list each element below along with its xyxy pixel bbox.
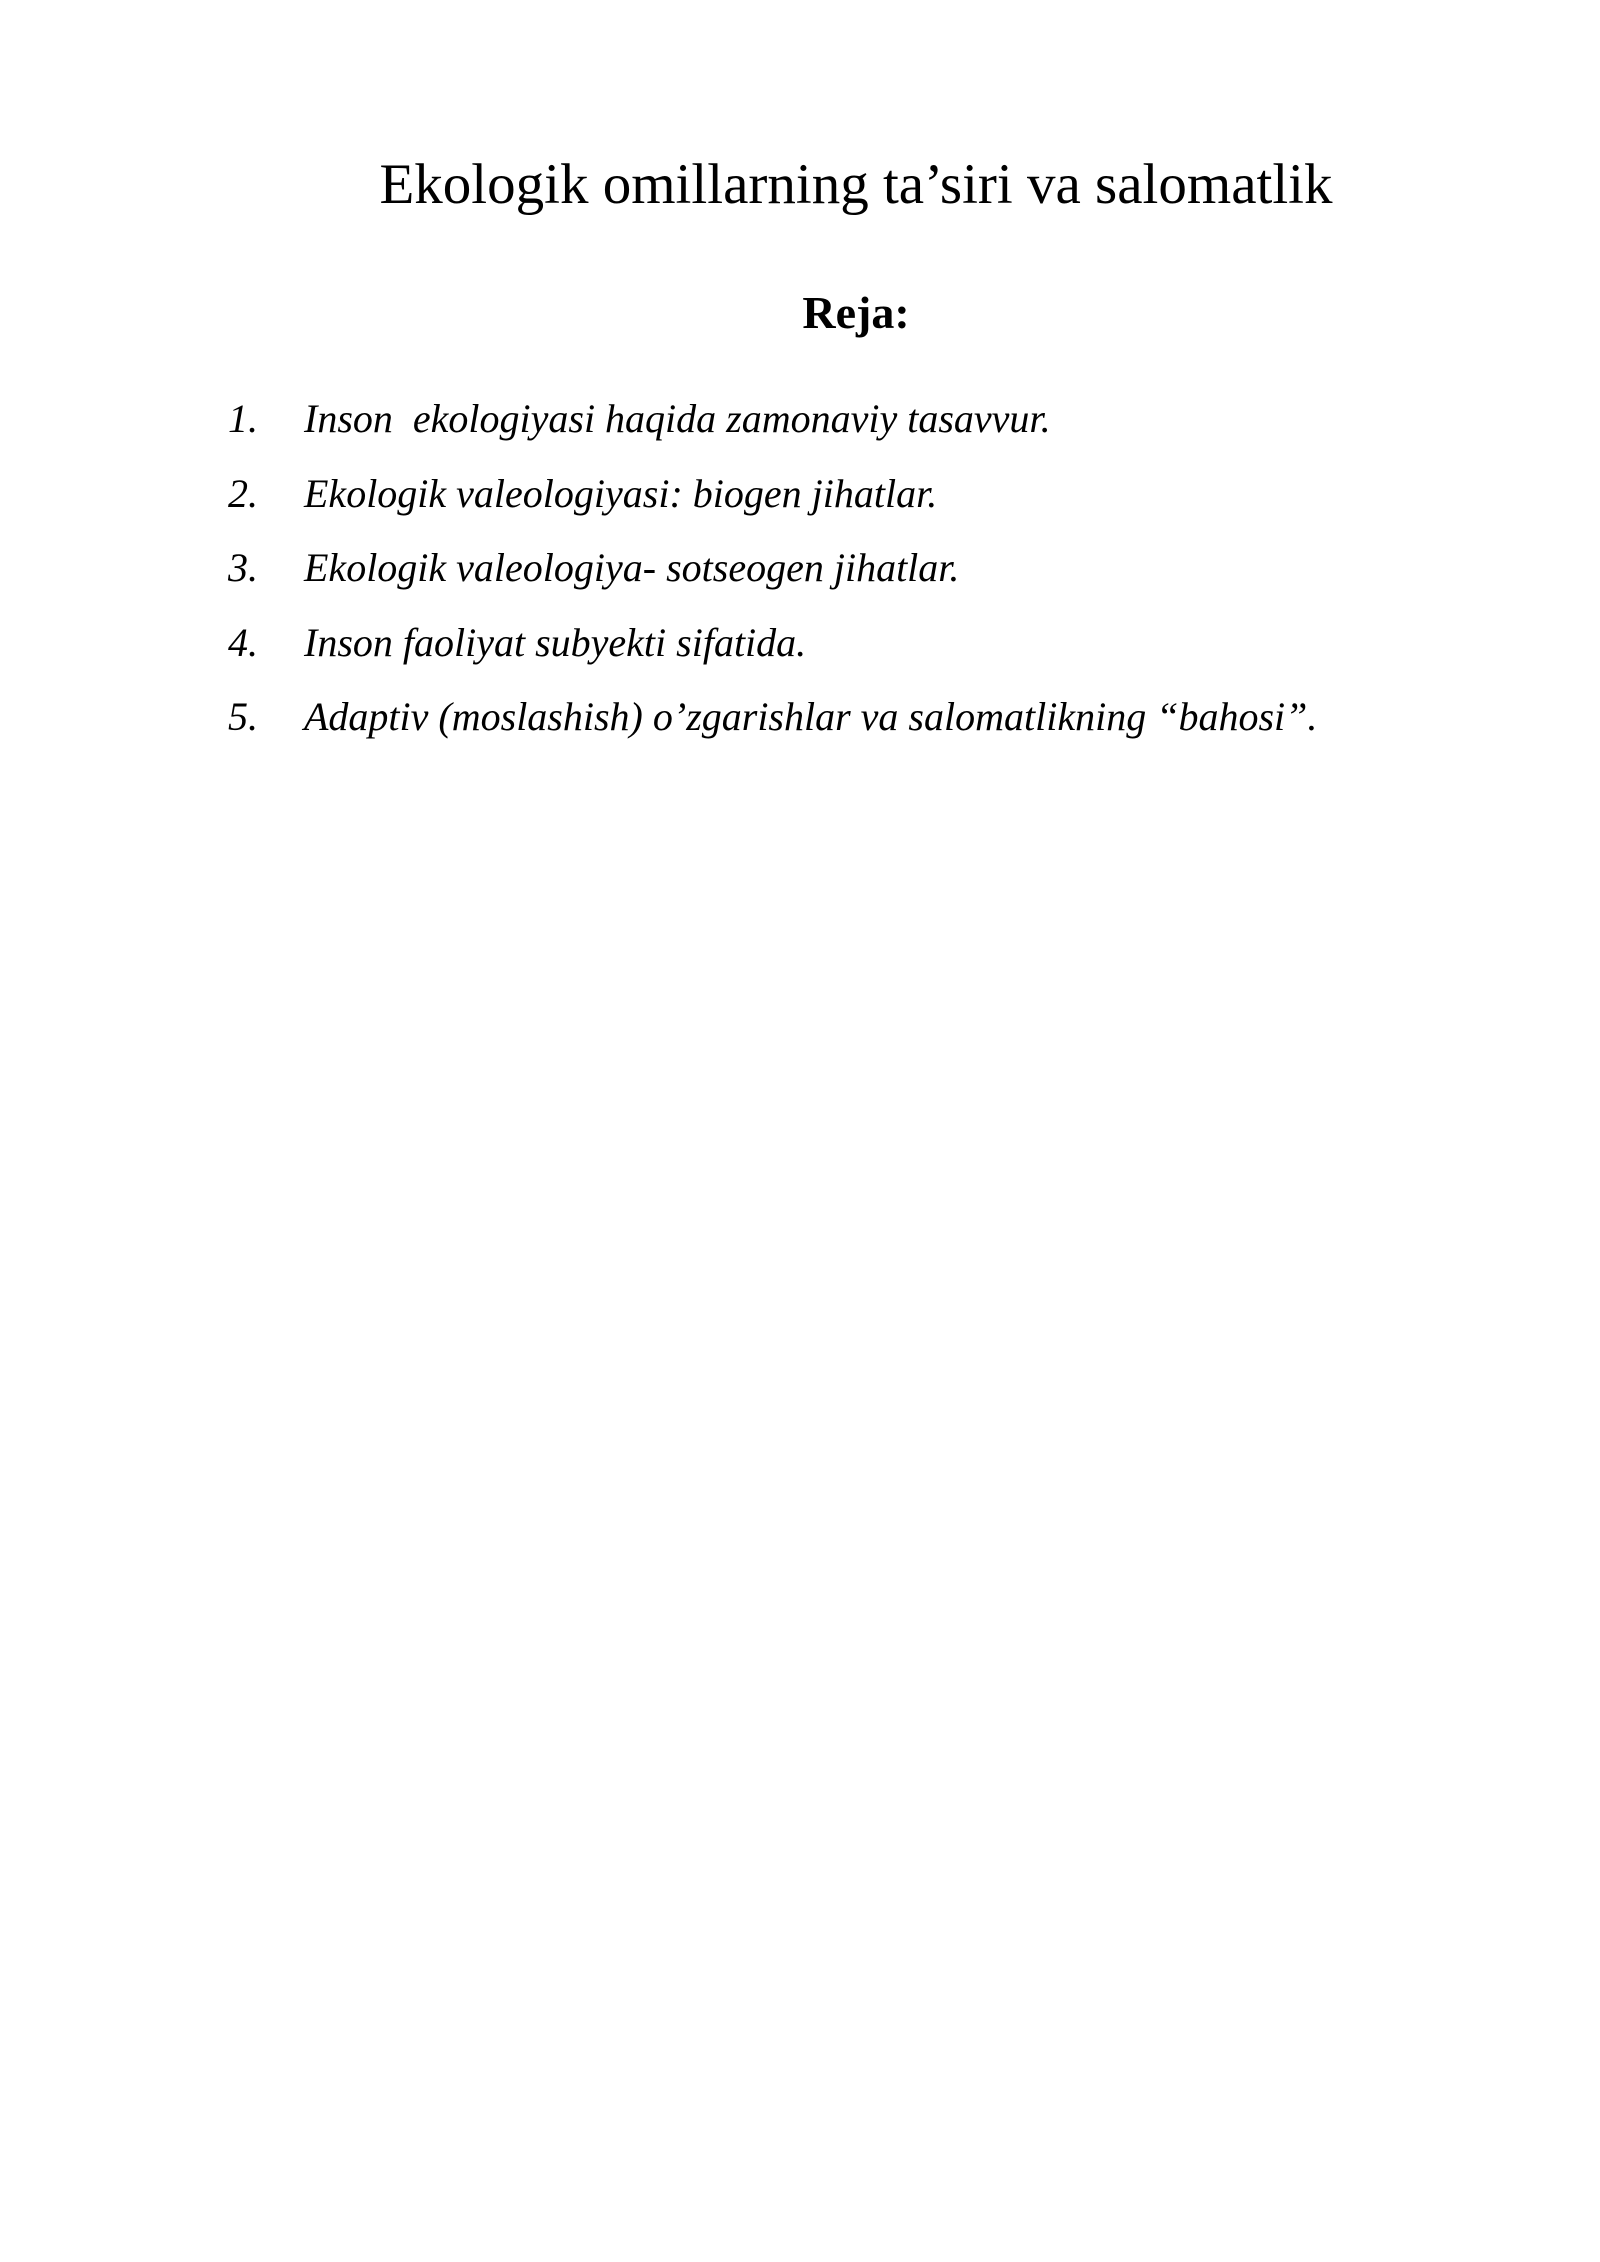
plan-item-number: 5. <box>228 694 258 739</box>
plan-list <box>228 395 1317 768</box>
plan-item-4 <box>228 619 1317 694</box>
plan-item-text: Ekologik valeologiyasi: biogen jihatlar. <box>304 470 938 516</box>
document-title: Ekologik omillarning ta’siri va salomatlik <box>379 153 1333 216</box>
plan-item-text: Inson faoliyat subyekti sifatida. <box>304 619 807 665</box>
plan-item-text: Ekologik valeologiya- sotseogen jihatlar. <box>304 545 960 590</box>
plan-item-3 <box>228 544 1317 619</box>
plan-item-1 <box>228 395 1317 470</box>
plan-item-text: Inson ekologiyasi haqida zamonaviy tasavvur. <box>304 396 1051 441</box>
plan-item-2 <box>228 470 1317 545</box>
plan-item-text: Adaptiv (moslashish) o’zgarishlar va salomatlikning “bahosi”. <box>304 694 1318 739</box>
plan-heading: Reja: <box>802 287 910 338</box>
plan-item-5 <box>228 693 1317 768</box>
plan-item-number: 2. <box>228 470 258 516</box>
plan-item-number: 4. <box>228 619 258 665</box>
plan-item-number: 3. <box>228 545 258 590</box>
plan-item-number: 1. <box>228 396 258 441</box>
